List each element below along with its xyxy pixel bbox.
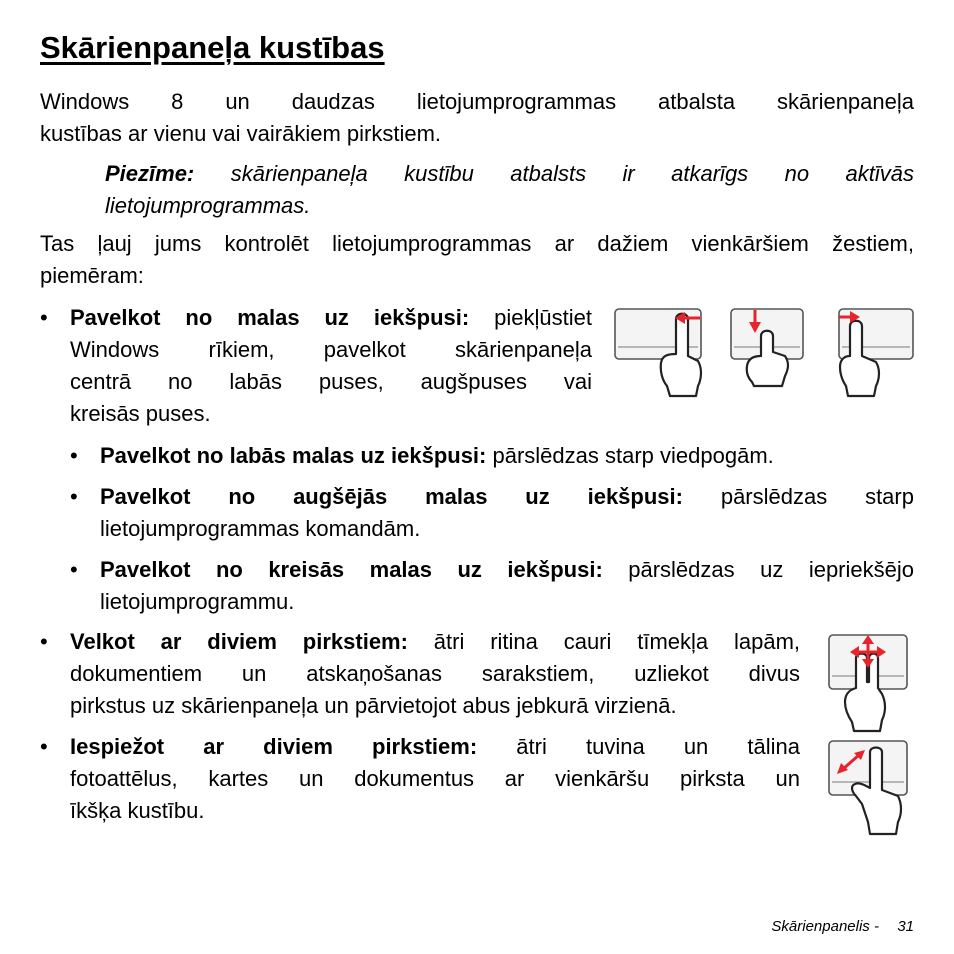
touchpad-swipe-left-edge-icon (836, 306, 916, 398)
touchpad-pinch-zoom-icon (826, 738, 910, 838)
bullet-edge-swipe-line-3: centrā no labās puses, augšpuses vai (70, 369, 592, 394)
bullet-two-finger-scroll-heading: Velkot ar diviem pirkstiem: (70, 629, 408, 654)
touchpad-two-finger-scroll-icon (826, 632, 910, 732)
bullet-pinch-line-2: fotoattēlus, kartes un dokumentus ar vienkāršu pirksta un (70, 766, 800, 791)
bullet-two-finger-scroll-line-2: dokumentiem un atskaņošanas sarakstiem, uzliekot divus (70, 661, 800, 686)
intro-line-2: kustības ar vienu vai vairākiem pirkstiem. (40, 121, 442, 146)
sub-bullet-right-edge-text: pārslēdzas starp viedpogām. (492, 443, 774, 468)
bullet-pinch (70, 731, 800, 827)
sub-bullet-left-edge (100, 554, 914, 618)
bullet-pinch-text-1: ātri tuvina un tālina (516, 734, 801, 759)
sub-bullet-left-edge-heading: Pavelkot no kreisās malas uz iekšpusi: (100, 557, 603, 582)
note-label: Piezīme: (105, 161, 195, 186)
note-line-2: lietojumprogrammas. (105, 193, 311, 218)
sub-bullet-marker: • (70, 484, 78, 509)
bullet-edge-swipe-text-1: piekļūstiet (494, 305, 592, 330)
sub-bullet-marker: • (70, 443, 78, 468)
lead-line-1: Tas ļauj jums kontrolēt lietojumprogrammas ar dažiem vienkāršiem žestiem, (40, 231, 914, 256)
page-number: 31 (897, 918, 914, 935)
sub-bullet-top-edge (100, 481, 914, 545)
bullet-marker: • (40, 305, 48, 330)
sub-bullet-top-edge-text: pārslēdzas starp (720, 484, 914, 509)
bullet-edge-swipe-line-2: Windows rīkiem, pavelkot skārienpaneļa (70, 337, 592, 362)
intro-line-1: Windows 8 un daudzas lietojumprogrammas atbalsta skārienpaneļa (40, 89, 914, 114)
sub-bullet-top-edge-heading: Pavelkot no augšējās malas uz iekšpusi: (100, 484, 683, 509)
sub-bullet-top-edge-line-1 (100, 481, 914, 513)
footer-section: Skārienpanelis - (771, 918, 879, 935)
bullet-two-finger-scroll (70, 626, 800, 722)
touchpad-swipe-top-edge-icon (728, 306, 808, 398)
bullet-two-finger-scroll-line-3: pirkstus uz skārienpaneļa un pārvietojot abus jebkurā virzienā. (70, 693, 677, 718)
note-paragraph (105, 158, 914, 222)
bullet-pinch-line-1 (70, 731, 800, 763)
sub-bullet-left-edge-text: pārslēdzas uz iepriekšējo (628, 557, 914, 582)
bullet-pinch-heading: Iespiežot ar diviem pirkstiem: (70, 734, 478, 759)
bullet-pinch-line-3: īkšķa kustību. (70, 798, 205, 823)
sub-bullet-right-edge (100, 440, 914, 472)
sub-bullet-marker: • (70, 557, 78, 582)
sub-bullet-right-edge-line-1 (100, 440, 914, 472)
page-title: Skārienpaneļa kustības (40, 30, 385, 65)
bullet-edge-swipe-heading: Pavelkot no malas uz iekšpusi: (70, 305, 470, 330)
note-line-1-text: skārienpaneļa kustību atbalsts ir atkarīgs no aktīvās (230, 161, 914, 186)
bullet-edge-swipe-line-4: kreisās puses. (70, 401, 211, 426)
sub-bullet-top-edge-line-2: lietojumprogrammas komandām. (100, 516, 421, 541)
bullet-marker: • (40, 629, 48, 654)
bullet-edge-swipe-line-1 (70, 302, 592, 334)
sub-bullet-right-edge-heading: Pavelkot no labās malas uz iekšpusi: (100, 443, 487, 468)
bullet-two-finger-scroll-line-1 (70, 626, 800, 658)
bullet-two-finger-scroll-text-1: ātri ritina cauri tīmekļa lapām, (433, 629, 801, 654)
lead-paragraph (40, 228, 914, 292)
note-line-1 (105, 158, 914, 190)
sub-bullet-left-edge-line-1 (100, 554, 914, 586)
touchpad-swipe-right-edge-icon (612, 306, 708, 398)
intro-paragraph (40, 86, 914, 150)
bullet-edge-swipe (70, 302, 592, 430)
sub-bullet-left-edge-line-2: lietojumprogrammu. (100, 589, 295, 614)
bullet-marker: • (40, 734, 48, 759)
page-footer (771, 918, 914, 935)
lead-line-2: piemēram: (40, 263, 144, 288)
